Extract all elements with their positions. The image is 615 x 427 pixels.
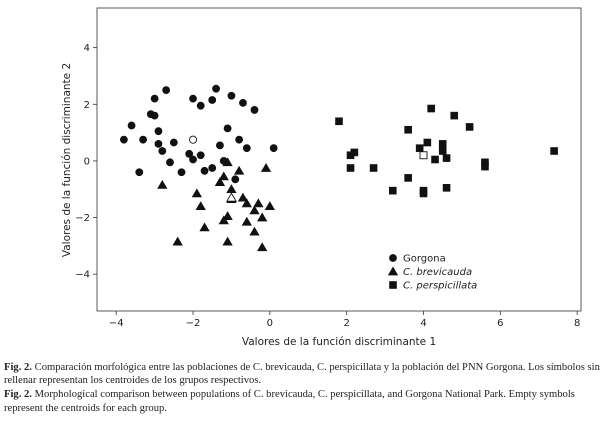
square-point (451, 112, 458, 119)
square-point (389, 187, 396, 194)
caption-english-text: Morphological comparison between populations of C. brevicauda, C. perspicillata, and Gorgona National Park. Empty symbols represent the centroids for each group. (4, 389, 575, 414)
square-point (347, 164, 354, 171)
square-point (428, 105, 435, 112)
circle-point (228, 92, 235, 99)
legend-label: C. brevicauda (403, 267, 473, 279)
circle-point (189, 95, 196, 102)
square-point (466, 123, 473, 130)
circle-point (128, 122, 135, 129)
legend-label: Gorgona (403, 253, 446, 265)
circle-point (151, 95, 158, 102)
circle-point (120, 136, 127, 143)
square-point (370, 164, 377, 171)
circle-point (197, 102, 204, 109)
legend-label: C. perspicillata (403, 280, 478, 292)
circle-point (163, 87, 170, 94)
circle-point (270, 145, 277, 152)
square-point (351, 149, 358, 156)
caption-spanish (4, 361, 611, 388)
circle-point (136, 169, 143, 176)
square-point (481, 163, 488, 170)
circle-point (166, 159, 173, 166)
circle-point (212, 85, 219, 92)
circle-point (139, 136, 146, 143)
legend-marker-square (390, 282, 397, 289)
y-tick-label: −4 (75, 269, 90, 281)
figure-caption (4, 361, 611, 416)
x-tick-label: 0 (266, 318, 274, 329)
circle-point (239, 99, 246, 106)
square-point (420, 190, 427, 197)
x-tick-label: 6 (497, 318, 504, 329)
y-tick-label: 2 (83, 99, 90, 111)
circle-point (236, 136, 243, 143)
square-point (443, 184, 450, 191)
circle-point (151, 112, 158, 119)
x-tick-label: −2 (185, 318, 201, 329)
circle-point (251, 106, 258, 113)
y-tick-label: 0 (83, 156, 90, 168)
circle-point (216, 142, 223, 149)
square-point (405, 174, 412, 181)
circle-point (209, 96, 216, 103)
caption-english-label: Fig. 2. (4, 389, 32, 401)
circle-point (197, 152, 204, 159)
circle-point (189, 156, 196, 163)
y-axis-label: Valores de la función discriminante 2 (61, 62, 73, 258)
circle-point (209, 164, 216, 171)
square-point (416, 145, 423, 152)
circle-point (178, 169, 185, 176)
y-tick-label: 4 (83, 43, 90, 55)
caption-spanish-label: Fig. 2. (4, 362, 32, 373)
x-tick-label: 2 (343, 318, 350, 329)
circle-centroid (189, 136, 196, 143)
square-point (424, 139, 431, 146)
square-point (439, 148, 446, 155)
square-point (405, 126, 412, 133)
circle-point (201, 167, 208, 174)
square-point (432, 156, 439, 163)
square-point (443, 155, 450, 162)
circle-point (155, 140, 162, 147)
circle-point (159, 147, 166, 154)
x-tick-label: 4 (420, 318, 427, 329)
square-point (439, 140, 446, 147)
caption-english (4, 388, 611, 415)
circle-point (170, 139, 177, 146)
circle-point (243, 145, 250, 152)
circle-point (224, 125, 231, 132)
x-tick-label: 8 (573, 318, 581, 329)
x-axis-label: Valores de la función discriminante 1 (241, 336, 437, 348)
x-tick-label: −4 (108, 318, 124, 329)
circle-point (155, 128, 162, 135)
square-point (551, 148, 558, 155)
square-point (336, 118, 343, 125)
legend-marker-circle (389, 254, 396, 261)
square-centroid (420, 152, 427, 159)
caption-spanish-text: Comparación morfológica entre las poblaciones de C. brevicauda, C. perspicillata y la población del PNN Gorgona. Los símbolos sin rellenar representan los centroides de los grupos respectivos. (4, 362, 600, 387)
circle-point (232, 176, 239, 183)
y-tick-label: −2 (75, 213, 90, 225)
